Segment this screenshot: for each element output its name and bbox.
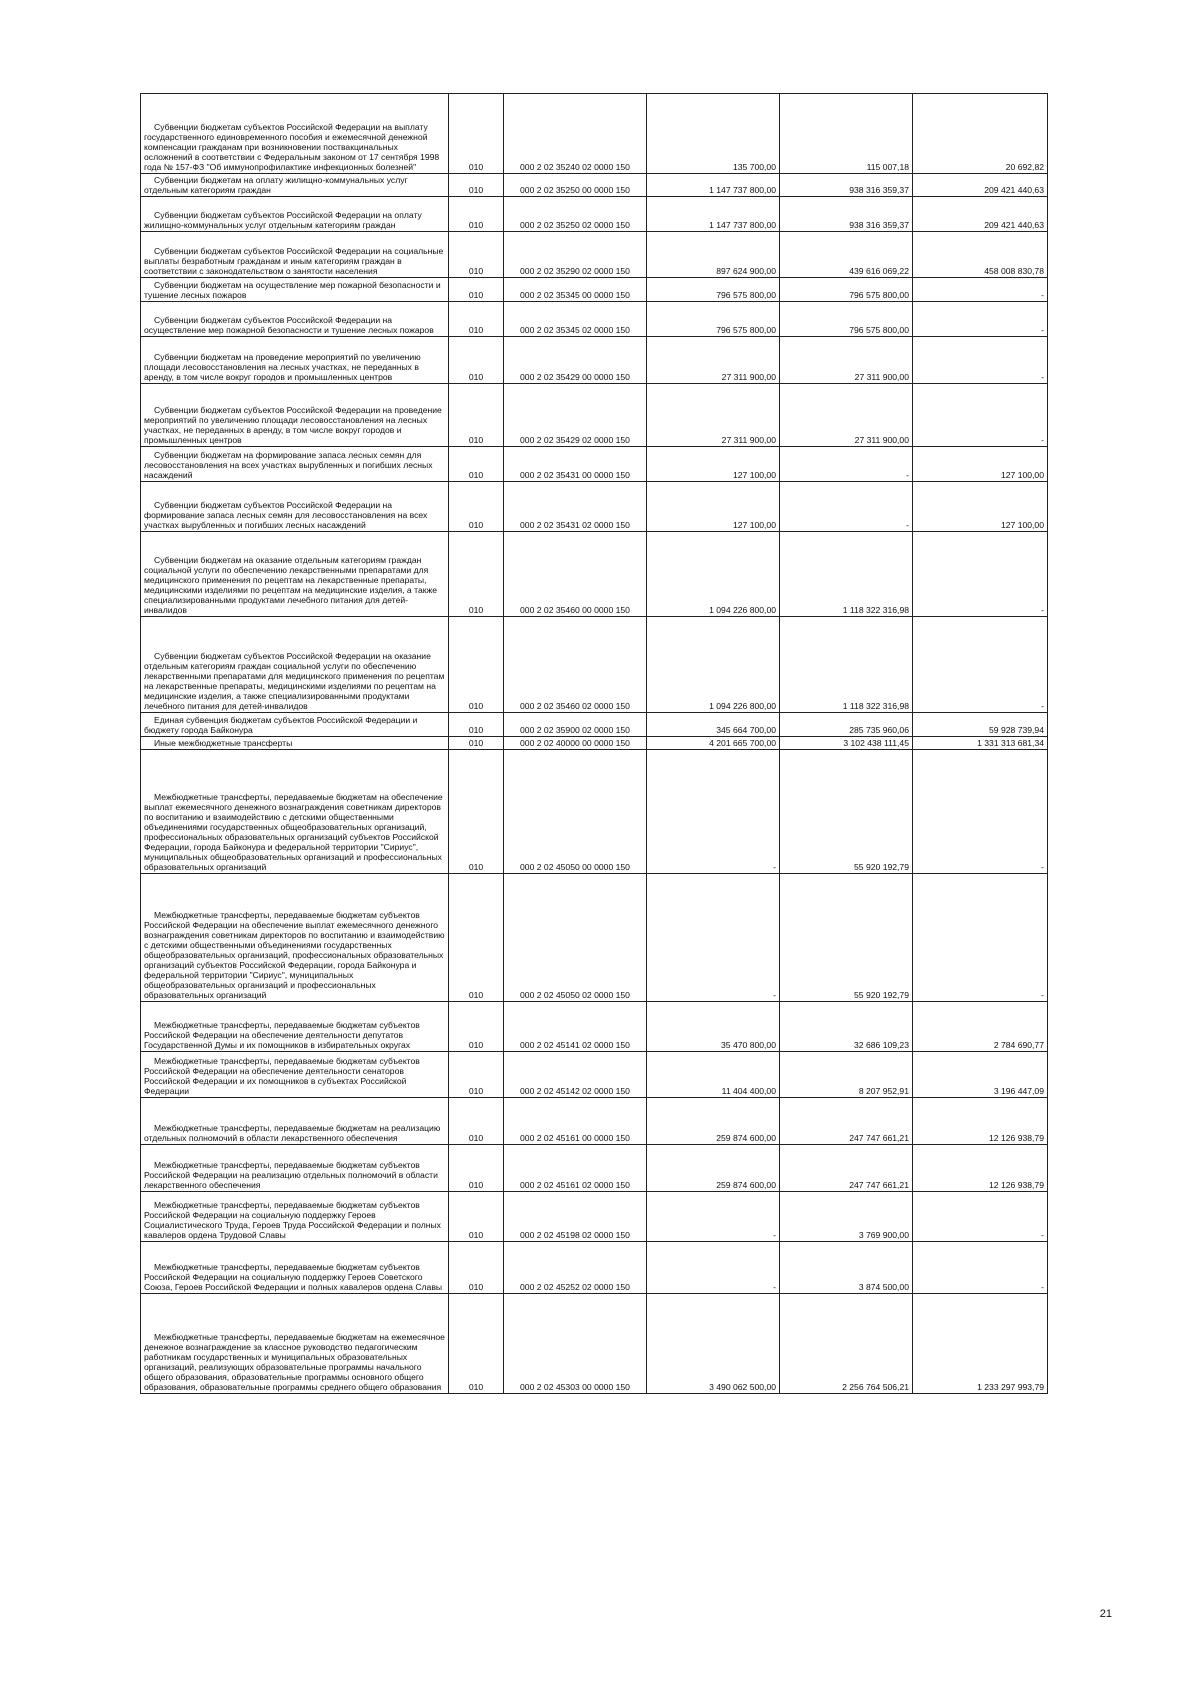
- row-name-cell: Межбюджетные трансферты, передаваемые бюджетам субъектов Российской Федерации на обеспечение деятельности депутатов Государственной Думы и их помощников в избирательных округах: [141, 1002, 449, 1052]
- row-name-cell: Межбюджетные трансферты, передаваемые бюджетам на реализацию отдельных полномочий в области лекарственного обеспечения: [141, 1098, 449, 1145]
- row-executed-cell: -: [780, 482, 913, 532]
- row-executed-cell: 3 102 438 111,45: [780, 737, 913, 750]
- row-remaining-cell: 20 692,82: [913, 94, 1048, 174]
- row-remaining-cell: -: [913, 874, 1048, 1002]
- row-kbk-cell: 000 2 02 45050 02 0000 150: [504, 874, 647, 1002]
- table-row: [141, 1145, 1048, 1192]
- row-executed-cell: 55 920 192,79: [780, 750, 913, 874]
- row-code-cell: 010: [449, 1052, 504, 1098]
- row-approved-cell: -: [647, 874, 780, 1002]
- row-kbk-cell: 000 2 02 35900 02 0000 150: [504, 713, 647, 737]
- row-executed-cell: 8 207 952,91: [780, 1052, 913, 1098]
- row-approved-cell: 11 404 400,00: [647, 1052, 780, 1098]
- table-row: [141, 197, 1048, 232]
- row-name-cell: Субвенции бюджетам субъектов Российской Федерации на социальные выплаты безработным гражданам и иным категориям граждан в соответствии с законодательством о занятости населения: [141, 232, 449, 278]
- row-executed-cell: 1 118 322 316,98: [780, 617, 913, 713]
- row-kbk-cell: 000 2 02 45303 00 0000 150: [504, 1294, 647, 1394]
- table-row: [141, 617, 1048, 713]
- row-name-cell: Субвенции бюджетам на оплату жилищно-коммунальных услуг отдельным категориям граждан: [141, 174, 449, 197]
- row-remaining-cell: -: [913, 302, 1048, 337]
- row-name-cell: Субвенции бюджетам субъектов Российской Федерации на формирование запаса лесных семян для лесовосстановления на всех участках вырубленных и погибших лесных насаждений: [141, 482, 449, 532]
- row-remaining-cell: -: [913, 617, 1048, 713]
- table-row: [141, 447, 1048, 482]
- row-kbk-cell: 000 2 02 45252 02 0000 150: [504, 1242, 647, 1294]
- row-code-cell: 010: [449, 447, 504, 482]
- row-name-cell: Субвенции бюджетам на формирование запаса лесных семян для лесовосстановления на всех участках вырубленных и погибших лесных насаждений: [141, 447, 449, 482]
- row-kbk-cell: 000 2 02 35250 00 0000 150: [504, 174, 647, 197]
- row-code-cell: 010: [449, 1098, 504, 1145]
- row-name-cell: Межбюджетные трансферты, передаваемые бюджетам субъектов Российской Федерации на социальную поддержку Героев Социалистического Труда, Героев Труда Российской Федерации и полных кавалеров ордена Трудовой Славы: [141, 1192, 449, 1242]
- budget-table-body: [141, 94, 1048, 1394]
- row-executed-cell: 27 311 900,00: [780, 384, 913, 447]
- row-executed-cell: 938 316 359,37: [780, 174, 913, 197]
- row-executed-cell: 247 747 661,21: [780, 1098, 913, 1145]
- table-row: [141, 750, 1048, 874]
- row-kbk-cell: 000 2 02 35290 02 0000 150: [504, 232, 647, 278]
- row-remaining-cell: 12 126 938,79: [913, 1145, 1048, 1192]
- row-kbk-cell: 000 2 02 40000 00 0000 150: [504, 737, 647, 750]
- table-row: [141, 1002, 1048, 1052]
- row-remaining-cell: -: [913, 1192, 1048, 1242]
- row-code-cell: 010: [449, 232, 504, 278]
- row-approved-cell: 35 470 800,00: [647, 1002, 780, 1052]
- table-row: [141, 337, 1048, 384]
- row-kbk-cell: 000 2 02 35429 02 0000 150: [504, 384, 647, 447]
- row-remaining-cell: 458 008 830,78: [913, 232, 1048, 278]
- row-executed-cell: -: [780, 447, 913, 482]
- row-remaining-cell: -: [913, 337, 1048, 384]
- table-row: [141, 1294, 1048, 1394]
- row-name-cell: Субвенции бюджетам на осуществление мер пожарной безопасности и тушение лесных пожаров: [141, 278, 449, 302]
- row-approved-cell: 1 094 226 800,00: [647, 617, 780, 713]
- row-name-cell: Межбюджетные трансферты, передаваемые бюджетам субъектов Российской Федерации на обеспечение выплат ежемесячного денежного вознаграждения советникам директоров по воспитанию и взаимодействию с детскими общественными объединениями государственных общеобразовательных организаций, профессиональных образовательных организаций субъектов Российской Федерации, города Байконура и федеральной территории "Сириус", муниципальных общеобразовательных организаций и профессиональных образовательных организаций: [141, 874, 449, 1002]
- row-remaining-cell: 127 100,00: [913, 447, 1048, 482]
- row-remaining-cell: 12 126 938,79: [913, 1098, 1048, 1145]
- row-remaining-cell: 127 100,00: [913, 482, 1048, 532]
- row-kbk-cell: 000 2 02 35460 02 0000 150: [504, 617, 647, 713]
- row-approved-cell: 3 490 062 500,00: [647, 1294, 780, 1394]
- page-number: 21: [1099, 1608, 1112, 1620]
- row-executed-cell: 115 007,18: [780, 94, 913, 174]
- row-executed-cell: 285 735 960,06: [780, 713, 913, 737]
- row-remaining-cell: -: [913, 750, 1048, 874]
- table-row: [141, 174, 1048, 197]
- row-executed-cell: 938 316 359,37: [780, 197, 913, 232]
- row-approved-cell: 27 311 900,00: [647, 384, 780, 447]
- row-code-cell: 010: [449, 874, 504, 1002]
- row-remaining-cell: 3 196 447,09: [913, 1052, 1048, 1098]
- row-approved-cell: 259 874 600,00: [647, 1098, 780, 1145]
- row-executed-cell: 3 769 900,00: [780, 1192, 913, 1242]
- row-code-cell: 010: [449, 617, 504, 713]
- row-approved-cell: 135 700,00: [647, 94, 780, 174]
- row-approved-cell: 897 624 900,00: [647, 232, 780, 278]
- row-kbk-cell: 000 2 02 35345 00 0000 150: [504, 278, 647, 302]
- row-code-cell: 010: [449, 482, 504, 532]
- row-approved-cell: 127 100,00: [647, 447, 780, 482]
- row-kbk-cell: 000 2 02 35250 02 0000 150: [504, 197, 647, 232]
- table-row: [141, 232, 1048, 278]
- row-executed-cell: 2 256 764 506,21: [780, 1294, 913, 1394]
- row-remaining-cell: 59 928 739,94: [913, 713, 1048, 737]
- row-kbk-cell: 000 2 02 45161 02 0000 150: [504, 1145, 647, 1192]
- table-row: [141, 482, 1048, 532]
- table-row: [141, 874, 1048, 1002]
- row-approved-cell: -: [647, 750, 780, 874]
- table-row: [141, 302, 1048, 337]
- row-code-cell: 010: [449, 750, 504, 874]
- row-code-cell: 010: [449, 94, 504, 174]
- row-name-cell: Субвенции бюджетам субъектов Российской Федерации на осуществление мер пожарной безопасности и тушение лесных пожаров: [141, 302, 449, 337]
- row-approved-cell: 796 575 800,00: [647, 302, 780, 337]
- table-row: [141, 1098, 1048, 1145]
- row-kbk-cell: 000 2 02 45161 00 0000 150: [504, 1098, 647, 1145]
- row-remaining-cell: 209 421 440,63: [913, 197, 1048, 232]
- row-code-cell: 010: [449, 1145, 504, 1192]
- row-name-cell: Межбюджетные трансферты, передаваемые бюджетам субъектов Российской Федерации на обеспечение деятельности сенаторов Российской Федерации и их помощников в субъектах Российской Федерации: [141, 1052, 449, 1098]
- row-kbk-cell: 000 2 02 35429 00 0000 150: [504, 337, 647, 384]
- row-kbk-cell: 000 2 02 35431 00 0000 150: [504, 447, 647, 482]
- row-kbk-cell: 000 2 02 45050 00 0000 150: [504, 750, 647, 874]
- row-remaining-cell: -: [913, 1242, 1048, 1294]
- row-executed-cell: 3 874 500,00: [780, 1242, 913, 1294]
- row-approved-cell: 27 311 900,00: [647, 337, 780, 384]
- row-kbk-cell: 000 2 02 45198 02 0000 150: [504, 1192, 647, 1242]
- row-remaining-cell: 209 421 440,63: [913, 174, 1048, 197]
- row-name-cell: Субвенции бюджетам субъектов Российской Федерации на оплату жилищно-коммунальных услуг отдельным категориям граждан: [141, 197, 449, 232]
- table-row: [141, 278, 1048, 302]
- row-executed-cell: 247 747 661,21: [780, 1145, 913, 1192]
- row-executed-cell: 796 575 800,00: [780, 278, 913, 302]
- row-kbk-cell: 000 2 02 35240 02 0000 150: [504, 94, 647, 174]
- row-executed-cell: 1 118 322 316,98: [780, 532, 913, 617]
- row-approved-cell: 345 664 700,00: [647, 713, 780, 737]
- row-approved-cell: 127 100,00: [647, 482, 780, 532]
- row-approved-cell: 1 147 737 800,00: [647, 197, 780, 232]
- row-approved-cell: 796 575 800,00: [647, 278, 780, 302]
- row-code-cell: 010: [449, 1242, 504, 1294]
- row-remaining-cell: 2 784 690,77: [913, 1002, 1048, 1052]
- row-name-cell: Межбюджетные трансферты, передаваемые бюджетам на ежемесячное денежное вознаграждение за классное руководство педагогическим работникам государственных и муниципальных образовательных организаций, реализующих образовательные программы начального общего образования, образовательные программы основного общего образования, образовательные программы среднего общего образования: [141, 1294, 449, 1394]
- row-approved-cell: 4 201 665 700,00: [647, 737, 780, 750]
- row-name-cell: Иные межбюджетные трансферты: [141, 737, 449, 750]
- row-executed-cell: 32 686 109,23: [780, 1002, 913, 1052]
- row-name-cell: Межбюджетные трансферты, передаваемые бюджетам на обеспечение выплат ежемесячного денежного вознаграждения советникам директоров по воспитанию и взаимодействию с детскими общественными объединениями государственных общеобразовательных организаций, профессиональных образовательных организаций субъектов Российской Федерации, города Байконура и федеральной территории "Сириус", муниципальных общеобразовательных организаций и профессиональных образовательных организаций: [141, 750, 449, 874]
- row-name-cell: Межбюджетные трансферты, передаваемые бюджетам субъектов Российской Федерации на социальную поддержку Героев Советского Союза, Героев Российской Федерации и полных кавалеров ордена Славы: [141, 1242, 449, 1294]
- row-remaining-cell: -: [913, 384, 1048, 447]
- row-name-cell: Межбюджетные трансферты, передаваемые бюджетам субъектов Российской Федерации на реализацию отдельных полномочий в области лекарственного обеспечения: [141, 1145, 449, 1192]
- table-row: [141, 532, 1048, 617]
- row-name-cell: Субвенции бюджетам на проведение мероприятий по увеличению площади лесовосстановления на лесных участках, не переданных в аренду, в том числе вокруг городов и промышленных центров: [141, 337, 449, 384]
- row-executed-cell: 796 575 800,00: [780, 302, 913, 337]
- row-name-cell: Субвенции бюджетам субъектов Российской Федерации на оказание отдельным категориям граждан социальной услуги по обеспечению лекарственными препаратами для медицинского применения по рецептам на лекарственные препараты, медицинскими изделиями по рецептам на медицинские изделия, а также специализированными продуктами лечебного питания для детей-инвалидов: [141, 617, 449, 713]
- row-code-cell: 010: [449, 197, 504, 232]
- row-code-cell: 010: [449, 302, 504, 337]
- row-approved-cell: -: [647, 1192, 780, 1242]
- row-name-cell: Субвенции бюджетам субъектов Российской Федерации на выплату государственного единовременного пособия и ежемесячной денежной компенсации гражданам при возникновении поствакцинальных осложнений в соответствии с Федеральным законом от 17 сентября 1998 года № 157-ФЗ "Об иммунопрофилактике инфекционных болезней": [141, 94, 449, 174]
- row-name-cell: Субвенции бюджетам на оказание отдельным категориям граждан социальной услуги по обеспечению лекарственными препаратами для медицинского применения по рецептам на лекарственные препараты, медицинскими изделиями по рецептам на медицинские изделия, а также специализированными продуктами лечебного питания для детей-инвалидов: [141, 532, 449, 617]
- row-remaining-cell: -: [913, 532, 1048, 617]
- row-approved-cell: -: [647, 1242, 780, 1294]
- budget-table: [140, 93, 1048, 1394]
- row-code-cell: 010: [449, 713, 504, 737]
- table-row: [141, 1052, 1048, 1098]
- row-approved-cell: 1 094 226 800,00: [647, 532, 780, 617]
- row-code-cell: 010: [449, 737, 504, 750]
- table-row: [141, 94, 1048, 174]
- row-code-cell: 010: [449, 337, 504, 384]
- row-remaining-cell: 1 331 313 681,34: [913, 737, 1048, 750]
- row-code-cell: 010: [449, 532, 504, 617]
- row-code-cell: 010: [449, 1294, 504, 1394]
- row-code-cell: 010: [449, 1002, 504, 1052]
- row-name-cell: Субвенции бюджетам субъектов Российской Федерации на проведение мероприятий по увеличению площади лесовосстановления на лесных участках, не переданных в аренду, в том числе вокруг городов и промышленных центров: [141, 384, 449, 447]
- table-row: [141, 1192, 1048, 1242]
- row-remaining-cell: -: [913, 278, 1048, 302]
- row-kbk-cell: 000 2 02 35345 02 0000 150: [504, 302, 647, 337]
- row-remaining-cell: 1 233 297 993,79: [913, 1294, 1048, 1394]
- row-approved-cell: 1 147 737 800,00: [647, 174, 780, 197]
- table-row: [141, 737, 1048, 750]
- row-kbk-cell: 000 2 02 35431 02 0000 150: [504, 482, 647, 532]
- row-approved-cell: 259 874 600,00: [647, 1145, 780, 1192]
- row-code-cell: 010: [449, 174, 504, 197]
- row-kbk-cell: 000 2 02 35460 00 0000 150: [504, 532, 647, 617]
- row-code-cell: 010: [449, 278, 504, 302]
- row-code-cell: 010: [449, 384, 504, 447]
- row-executed-cell: 27 311 900,00: [780, 337, 913, 384]
- row-name-cell: Единая субвенция бюджетам субъектов Российской Федерации и бюджету города Байконура: [141, 713, 449, 737]
- row-executed-cell: 439 616 069,22: [780, 232, 913, 278]
- table-row: [141, 1242, 1048, 1294]
- table-row: [141, 384, 1048, 447]
- row-code-cell: 010: [449, 1192, 504, 1242]
- table-row: [141, 713, 1048, 737]
- row-kbk-cell: 000 2 02 45142 02 0000 150: [504, 1052, 647, 1098]
- row-executed-cell: 55 920 192,79: [780, 874, 913, 1002]
- row-kbk-cell: 000 2 02 45141 02 0000 150: [504, 1002, 647, 1052]
